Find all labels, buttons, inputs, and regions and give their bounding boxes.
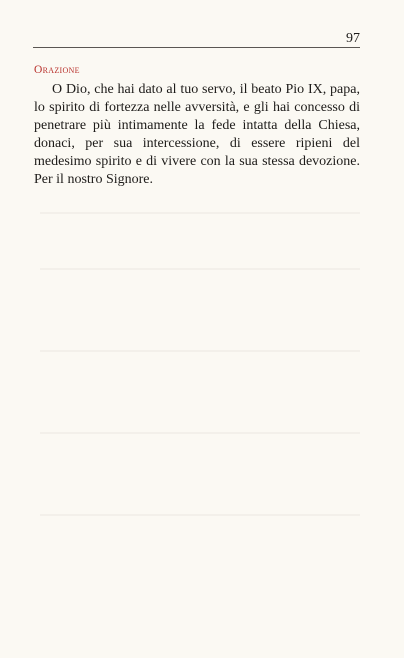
page-number: 97 [346,31,360,46]
show-through-line [40,514,360,516]
header-rule [33,47,360,48]
show-through-line [40,350,360,352]
show-through-line [40,432,360,434]
section-heading: Orazione [34,64,80,76]
show-through-line [40,212,360,214]
show-through-line [40,268,360,270]
prayer-paragraph: O Dio, che hai dato al tuo servo, il beato Pio IX, papa, lo spirito di fortezza nelle avversità, e gli hai concesso di penetrare più intimamente la fede intatta della Chiesa, donaci, per sua intercessione, di essere ripieni del medesimo spirito e di vivere con la sua stessa devozione. Per il nostro Signore. [34,82,360,187]
